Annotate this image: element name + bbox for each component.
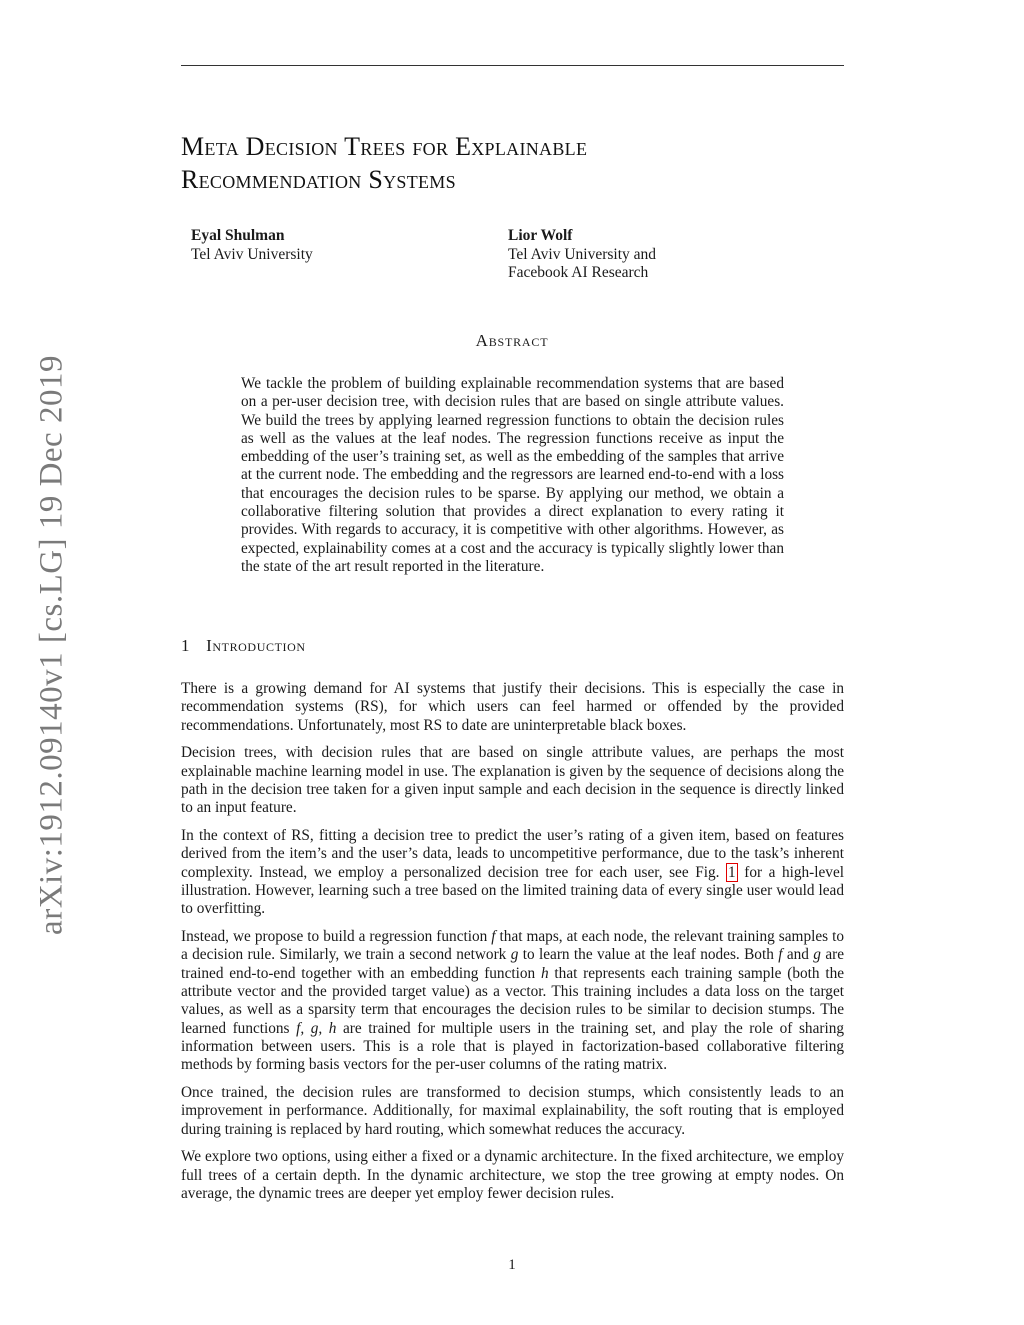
section-title: Introduction	[206, 636, 306, 655]
author-name: Eyal Shulman	[191, 227, 285, 244]
paragraph-1: There is a growing demand for AI systems that justify their decisions. This is especially the case in recommendation systems (RS), for which users can feel harmed or offended by the provided recommendations. Unfortunately, most RS to date are uninterpretable black boxes.	[181, 680, 844, 734]
paragraph-4-text: and	[782, 946, 814, 964]
paragraph-4-text: are trained end-to-end together with an embedding function	[181, 946, 844, 982]
math-h: h	[540, 964, 549, 982]
math-g: g	[813, 946, 821, 964]
author-affiliation-2: Facebook AI Research	[508, 264, 649, 281]
paragraph-3-text-cont: for a high-level illustration. However, learning such a tree based on the limited training data of every single user would lead to overfitting.	[181, 863, 844, 918]
title-line-2: Recommendation Systems	[181, 165, 456, 194]
paragraph-4-text: are trained for multiple users in the training set, and play the role of sharing information between users. This is a role that is played in factorization-based collaborative filtering methods by forming basis vectors for the per-user columns of the rating matrix.	[181, 1019, 844, 1074]
paragraph-3-text: In the context of RS, fitting a decision tree to predict the user’s rating of a given item, based on features derived from the item’s and the user’s data, leads to uncompetitive performance, due to the task’s inherent complexity. Instead, we employ a personalized decision tree for each user, see Fig.	[181, 827, 844, 881]
title-line-1: Meta Decision Trees for Explainable	[181, 132, 588, 161]
paragraph-4-text: to learn the value at the leaf nodes. Both	[518, 946, 779, 964]
math-fgh: f, g, h	[296, 1019, 337, 1037]
section-number: 1	[181, 636, 191, 655]
author-block-1	[191, 227, 313, 264]
section-heading	[181, 636, 306, 656]
paragraph-4-text: that represents each training sample (both the attribute vector and the provided target value) as a vector. This training includes a data loss on the target values, as well as a sparsity term that encourages the decision rules to be similar to decision stumps. The learned functions	[181, 964, 845, 1037]
paragraph-2: Decision trees, with decision rules that are based on single attribute values, are perhaps the most explainable machine learning model in use. The explanation is given by the sequence of decisions along the path in the decision tree taken for a given input sample and each decision in the sequence is directly linked to an input feature.	[181, 744, 844, 817]
math-f: f	[491, 928, 496, 946]
paragraph-4	[181, 928, 844, 1074]
abstract-heading: Abstract	[475, 331, 549, 350]
paragraph-4-text: that maps, at each node, the relevant training samples to a decision rule. Similarly, we train a second network	[181, 928, 844, 964]
top-rule	[181, 65, 844, 66]
arxiv-identifier: arXiv:1912.09140v1 [cs.LG] 19 Dec 2019	[33, 355, 70, 935]
paragraph-4-text: Instead, we propose to build a regression function	[181, 928, 492, 946]
paragraph-6: We explore two options, using either a fixed or a dynamic architecture. In the fixed architecture, we employ full trees of a certain depth. In the dynamic architecture, we stop the tree growing at empty nodes. On average, the dynamic trees are deeper yet employ fewer decision rules.	[181, 1148, 844, 1202]
abstract-text: We tackle the problem of building explainable recommendation systems that are based on a per-user decision tree, with decision rules that are based on single attribute values. We build the trees by applying learned regression functions to obtain the decision rules as well as the values at the leaf nodes. The regression functions receive as input the embedding of the user’s training set, as well as the embedding of the samples that arrive at the current node. The embedding and the regressors are learned end-to-end with a loss that encourages the decision rules to be sparse. By applying our method, we obtain a collaborative filtering solution that provides a direct explanation to every rating it provides. With regards to accuracy, it is competitive with other algorithms. However, as expected, explainability comes at a cost and the accuracy is typically slightly lower than the state of the art result reported in the literature.	[241, 375, 784, 575]
paper-title	[181, 130, 844, 196]
paragraph-5: Once trained, the decision rules are transformed to decision stumps, which consistently leads to an improvement in performance. Additionally, for maximal explainability, the soft routing that is employed during training is replaced by hard routing, which somewhat reduces the accuracy.	[181, 1083, 844, 1138]
figure-1-link[interactable]: 1	[728, 863, 736, 881]
paragraph-3	[181, 827, 844, 918]
author-name: Lior Wolf	[508, 227, 573, 244]
math-f: f	[778, 946, 783, 964]
author-affiliation: Tel Aviv University and	[508, 245, 657, 263]
body-text	[181, 680, 844, 1213]
page-number: 1	[508, 1257, 516, 1273]
math-g: g	[510, 946, 519, 964]
author-block-2	[508, 227, 656, 283]
author-affiliation: Tel Aviv University	[191, 245, 313, 263]
arxiv-sidebar	[0, 0, 70, 1325]
